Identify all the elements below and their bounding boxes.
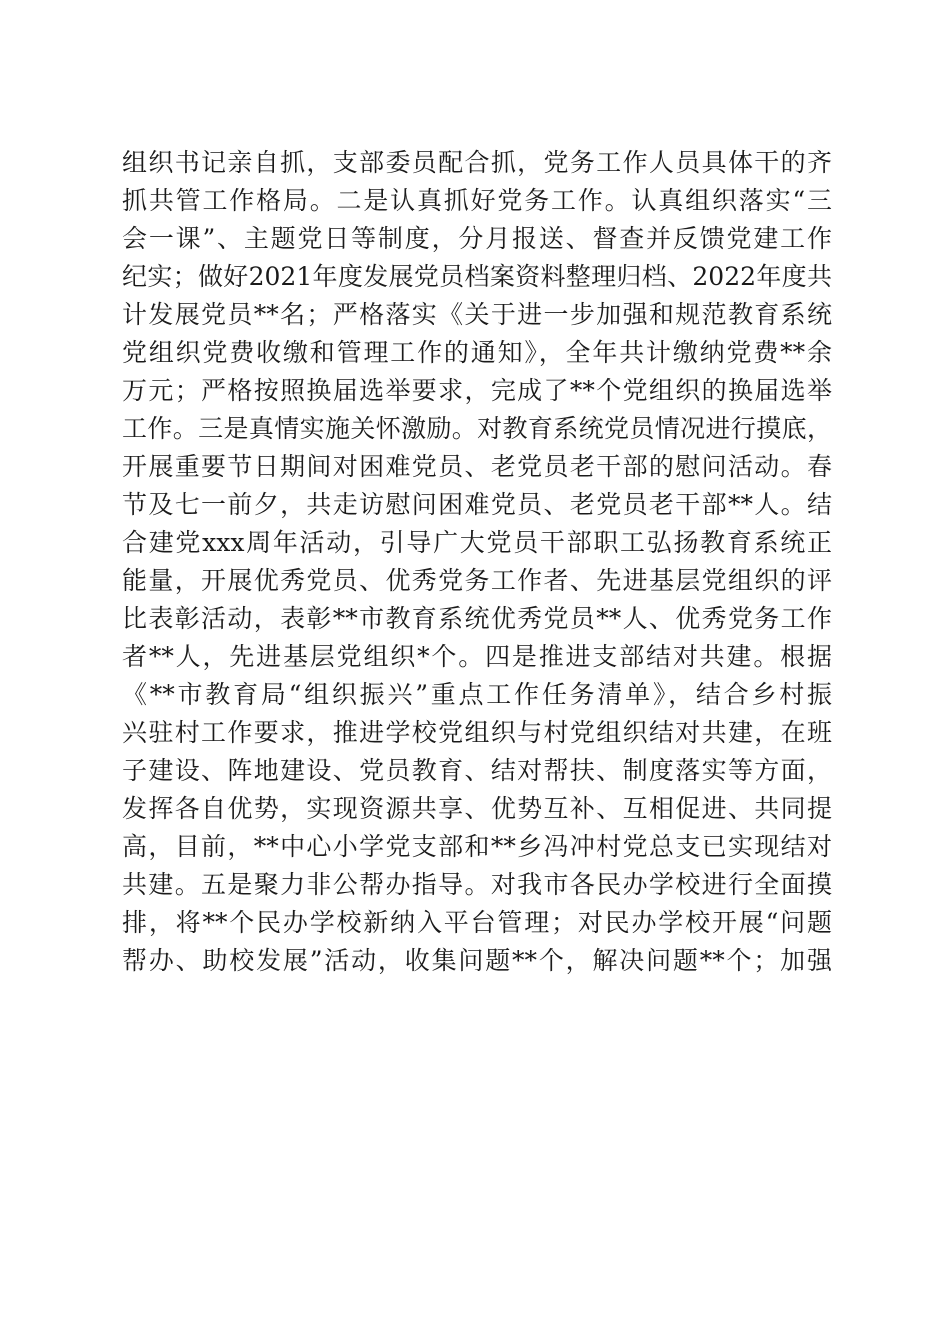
text-line: 兴驻村工作要求，推进学校党组织与村党组织结对共建，在班 bbox=[122, 718, 832, 747]
text-line: 党组织党费收缴和管理工作的通知》，全年共计缴纳党费**余 bbox=[122, 338, 832, 367]
text-line: 抓共管工作格局。二是认真抓好党务工作。认真组织落实“三 bbox=[122, 186, 832, 215]
text-line: 子建设、阵地建设、党员教育、结对帮扶、制度落实等方面， bbox=[122, 756, 832, 785]
text-line: 万元；严格按照换届选举要求，完成了**个党组织的换届选举 bbox=[122, 376, 832, 405]
body-paragraph bbox=[122, 144, 832, 980]
text-line: 节及七一前夕，共走访慰问困难党员、老党员老干部**人。结 bbox=[122, 490, 832, 519]
text-line: 发挥各自优势，实现资源共享、优势互补、互相促进、共同提 bbox=[122, 794, 832, 823]
text-line: 开展重要节日期间对困难党员、老党员老干部的慰问活动。春 bbox=[122, 452, 832, 481]
text-line: 计发展党员**名；严格落实《关于进一步加强和规范教育系统 bbox=[122, 300, 832, 329]
text-line: 排，将**个民办学校新纳入平台管理；对民办学校开展“问题 bbox=[122, 908, 832, 937]
text-line: 组织书记亲自抓，支部委员配合抓，党务工作人员具体干的齐 bbox=[122, 148, 832, 177]
text-line: 者**人，先进基层党组织*个。四是推进支部结对共建。根据 bbox=[122, 642, 832, 671]
text-line: 帮办、助校发展”活动，收集问题**个，解决问题**个；加强 bbox=[122, 946, 832, 975]
text-line: 《**市教育局“组织振兴”重点工作任务清单》，结合乡村振 bbox=[122, 680, 832, 709]
text-line: 工作。三是真情实施关怀激励。对教育系统党员情况进行摸底， bbox=[122, 414, 832, 443]
text-line: 共建。五是聚力非公帮办指导。对我市各民办学校进行全面摸 bbox=[122, 870, 832, 899]
text-line: 比表彰活动，表彰**市教育系统优秀党员**人、优秀党务工作 bbox=[122, 604, 832, 633]
text-line: 会一课”、主题党日等制度，分月报送、督查并反馈党建工作 bbox=[122, 224, 832, 253]
text-line: 高，目前，**中心小学党支部和**乡冯冲村党总支已实现结对 bbox=[122, 832, 832, 861]
text-line: 纪实；做好2021年度发展党员档案资料整理归档、2022年度共 bbox=[122, 262, 832, 291]
text-line: 合建党xxx周年活动，引导广大党员干部职工弘扬教育系统正 bbox=[122, 528, 832, 557]
text-line: 能量，开展优秀党员、优秀党务工作者、先进基层党组织的评 bbox=[122, 566, 832, 595]
